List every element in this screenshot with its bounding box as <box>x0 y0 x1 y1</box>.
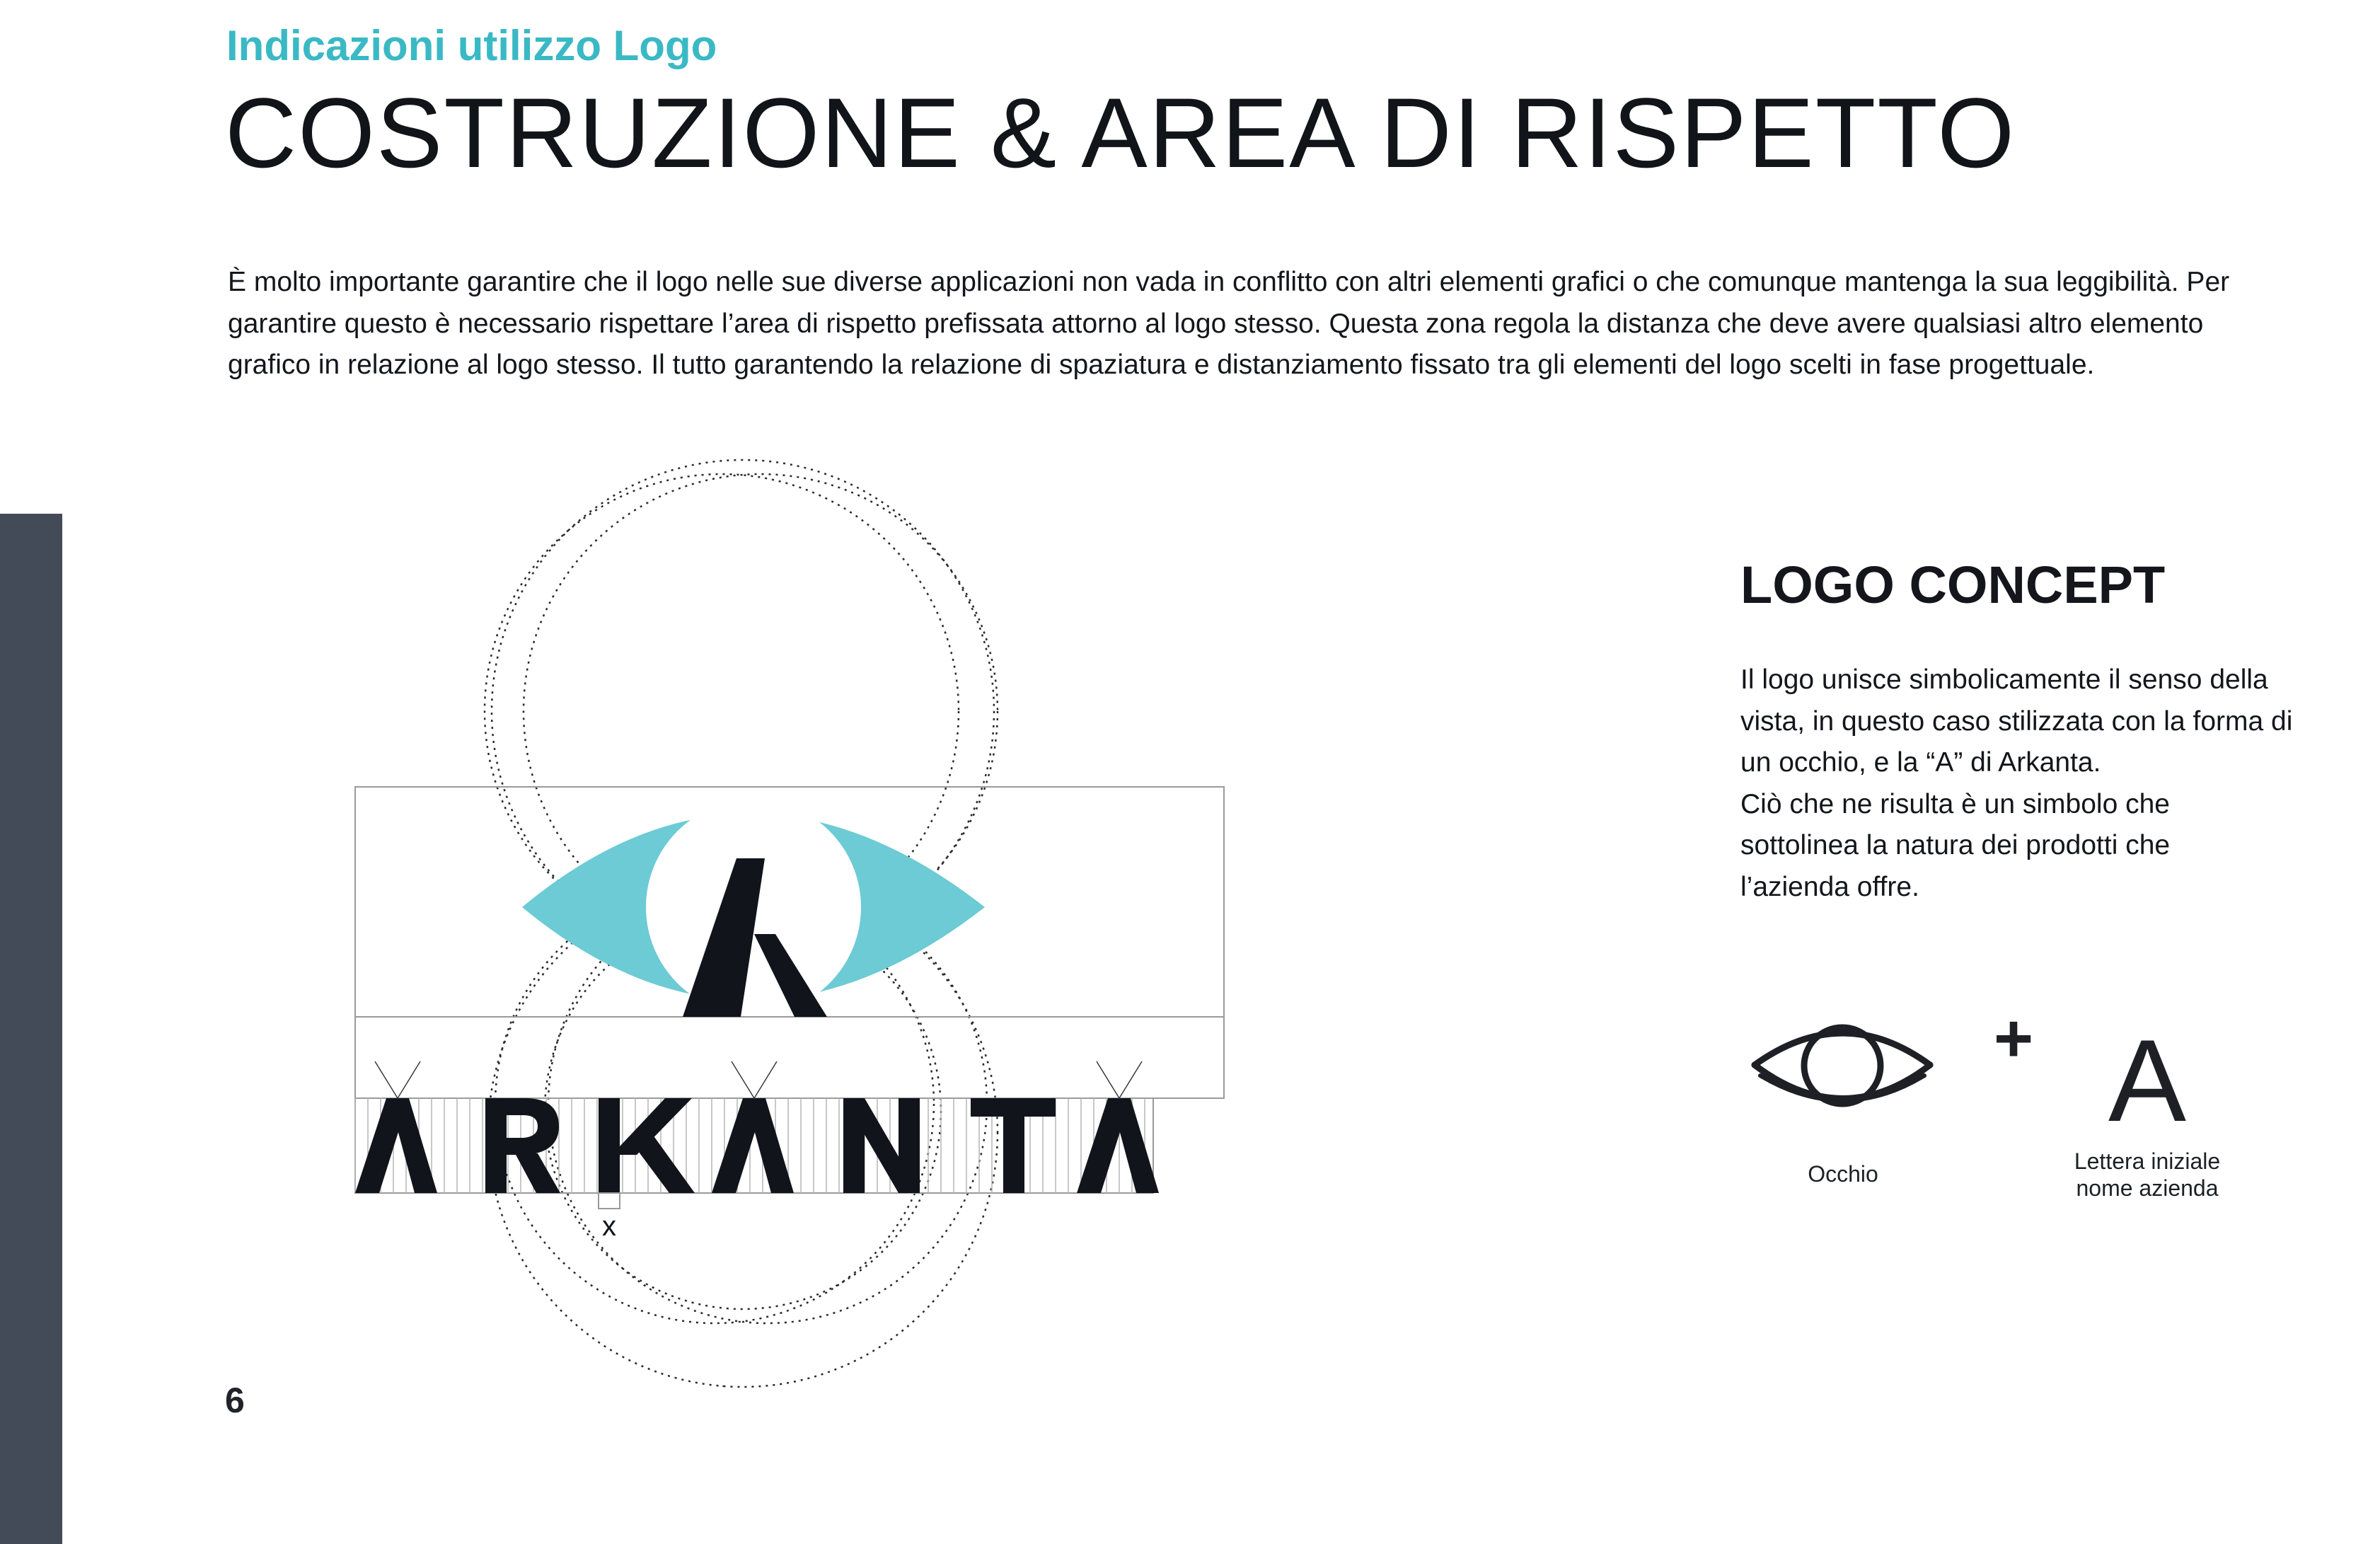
concept-line: Ciò che ne risulta è un simbolo che <box>1740 788 2170 819</box>
concept-line: l’azienda offre. <box>1740 871 1919 902</box>
wordmark-letter <box>1077 1098 1159 1193</box>
letter-caption-line: Lettera iniziale <box>2074 1148 2221 1174</box>
unit-marker-box <box>599 1193 620 1209</box>
eye-caption: Occhio <box>1808 1161 1878 1187</box>
section-kicker: Indicazioni utilizzo Logo <box>226 22 717 69</box>
concept-title: LOGO CONCEPT <box>1740 555 2166 614</box>
page-number: 6 <box>225 1381 245 1420</box>
eye-icon <box>1748 1019 1939 1125</box>
concept-line: sottolinea la natura dei prodotti che <box>1740 830 2171 860</box>
concept-line: Il logo unisce simbolicamente il senso della <box>1740 664 2268 695</box>
plus-sign: + <box>1994 1001 2034 1076</box>
intro-paragraph: È molto importante garantire che il logo nelle sue diverse applicazioni non vada in conflitto con altri elementi grafici o che comunque mantenga la sua leggibilità. Per garantire questo è necessario rispettare l’area di rispetto prefissata attorno al logo stesso. Questa zona regola la distanza che deve avere qualsiasi altro elemento grafico in relazione al logo stesso. Il tutto garantendo la relazione di spaziatura e distanziamento fissato tra gli elementi del logo scelti in fase progettuale. <box>228 267 2230 380</box>
letter-a-glyph: A <box>2108 1015 2187 1146</box>
wordmark-letter <box>599 1098 695 1193</box>
unit-label: x <box>602 1211 616 1242</box>
page-title: COSTRUZIONE & AREA DI RISPETTO <box>225 77 2016 188</box>
concept-paragraph <box>1740 659 2356 908</box>
wordmark-letter <box>843 1098 920 1193</box>
concept-line: un occhio, e la “A” di Arkanta. <box>1740 747 2101 778</box>
letter-guides <box>375 1061 1142 1098</box>
letter-caption-line: nome azienda <box>2076 1175 2219 1201</box>
wordmark-letter <box>485 1098 560 1193</box>
wordmark <box>355 1098 1159 1193</box>
concept-line: vista, in questo caso stilizzata con la forma di <box>1740 705 2293 737</box>
spacing-area-box <box>355 1017 1224 1098</box>
